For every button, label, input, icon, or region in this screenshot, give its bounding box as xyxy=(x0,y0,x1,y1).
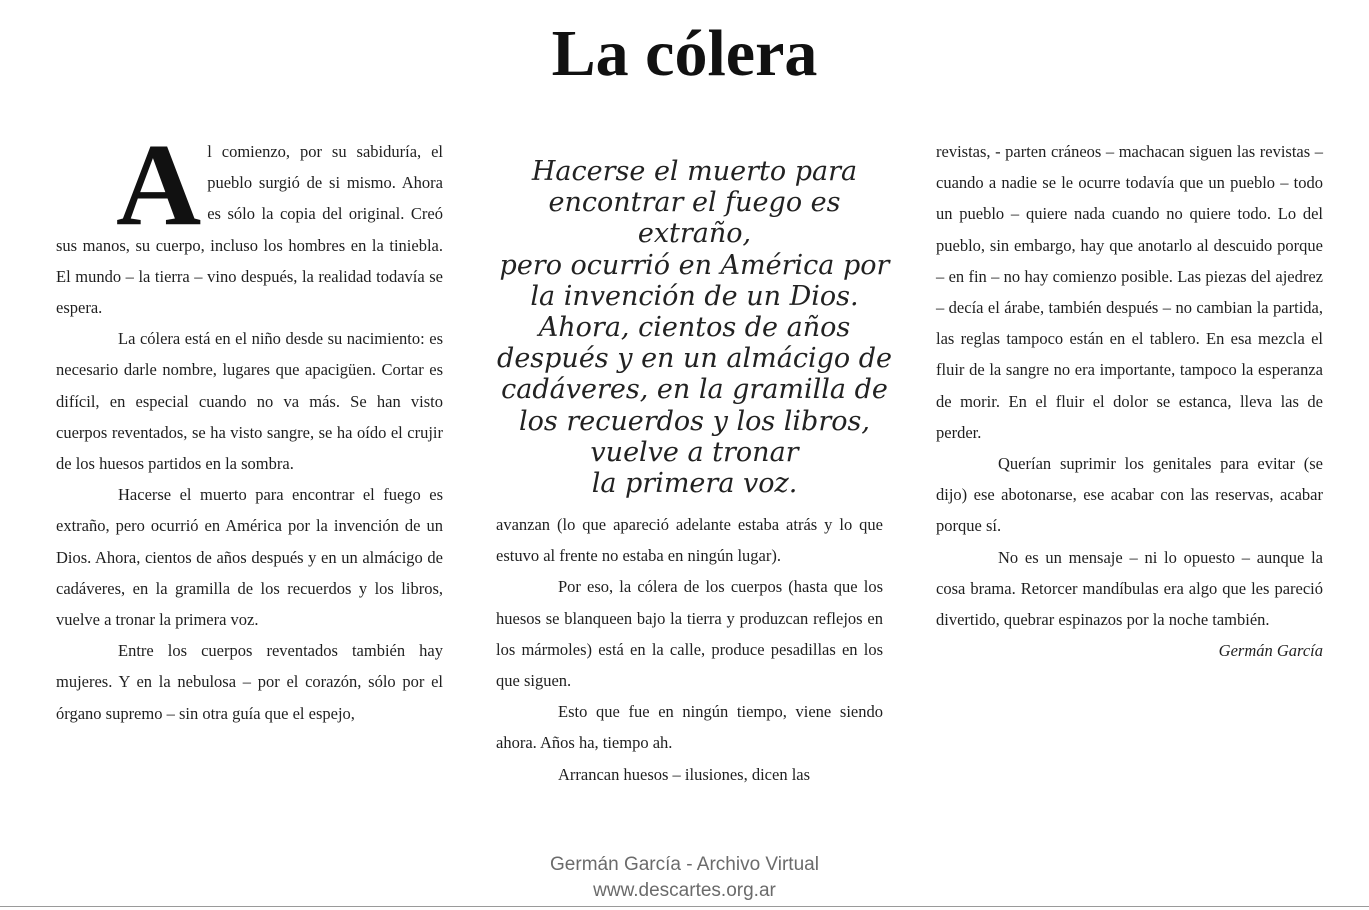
paragraph: No es un mensaje – ni lo opuesto – aunque la cosa brama. Retorcer mandíbulas era algo que les pareció divertido, quebrar espinazos por la noche también. xyxy=(936,547,1323,630)
pull-quote-line: después y en un almácigo de xyxy=(497,343,892,375)
paragraph: Entre los cuerpos reventados también hay mujeres. Y en la nebulosa – por el corazón, sólo por el órgano supremo – sin otra guía que el espejo, xyxy=(56,641,443,723)
pull-quote-line: cadáveres, en la gramilla de xyxy=(501,374,888,406)
author-signature: Germán García xyxy=(1218,641,1323,661)
pull-quote-line: los recuerdos y los libros, xyxy=(519,405,870,437)
middle-column xyxy=(496,509,883,790)
page-title: La cólera xyxy=(551,17,818,90)
footer xyxy=(0,852,1369,904)
paragraph-text: l comienzo, por su sabiduría, el pueblo surgió de si mismo. Ahora es sólo la copia del original. Creó sus manos, su cuerpo, incluso los hombres en la tiniebla. El mundo – la tierra – vino después, la realidad todavía se espera. xyxy=(56,142,443,318)
paragraph: revistas, - parten cráneos – machacan siguen las revistas – cuando a nadie se le ocurre todavía que un pueblo – todo un pueblo – quiere nada cuando no quiere todo. Lo del pueblo, sin embargo, hay que anotarlo al descuido porque – en fin – no hay comienzo posible. Las piezas del ajedrez – decía el árabe, también después – no cambian la partida, las reglas tampoco están en el tablero. En esa mezcla el fluir de la sangre no era importante, tampoco la esperanza de morir. En el fluir el dolor se estanca, lleva las de perder. xyxy=(936,142,1323,442)
pull-quote xyxy=(496,156,893,499)
right-column xyxy=(936,136,1323,666)
paragraph: Esto que fue en ningún tiempo, viene siendo ahora. Años ha, tiempo ah. xyxy=(496,702,883,753)
paragraph: Arrancan huesos – ilusiones, dicen las xyxy=(558,764,811,784)
paragraph: avanzan (lo que apareció adelante estaba atrás y lo que estuvo al frente no estaba en ningún lugar). xyxy=(496,515,883,566)
pull-quote-line: la primera voz. xyxy=(591,468,798,500)
footer-website: www.descartes.org.ar xyxy=(593,880,776,901)
footer-archive-label: Germán García - Archivo Virtual xyxy=(550,854,819,875)
paragraph: Hacerse el muerto para encontrar el fuego es extraño, pero ocurrió en América por la invención de un Dios. Ahora, cientos de años después y en un almácigo de cadáveres, en la gramilla de los recuerdos y los libros, vuelve a tronar la primera voz. xyxy=(56,485,443,630)
pull-quote-line: Hacerse el muerto para xyxy=(531,156,858,187)
paragraph: La cólera está en el niño desde su nacimiento: es necesario darle nombre, lugares que apacigüen. Cortar es difícil, en especial cuando no va más. Se han visto cuerpos reventados, se ha visto sangre, se ha oído el crujir de los huesos partidos en la sombra. xyxy=(56,329,443,474)
bottom-divider xyxy=(0,906,1369,907)
left-column xyxy=(56,119,443,729)
pull-quote-line: Ahora, cientos de años xyxy=(538,312,851,344)
pull-quote-line: encontrar el fuego es extraño, xyxy=(548,187,841,250)
pull-quote-line: pero ocurrió en América por xyxy=(499,249,890,281)
paragraph xyxy=(56,119,443,323)
paragraph: Por eso, la cólera de los cuerpos (hasta que los huesos se blanqueen bajo la tierra y produzcan reflejos en los mármoles) está en la calle, produce pesadillas en los que siguen. xyxy=(496,577,883,691)
drop-cap: A xyxy=(116,119,202,250)
paragraph: Querían suprimir los genitales para evitar (se dijo) ese abotonarse, ese acabar con las reservas, acabar porque sí. xyxy=(936,454,1323,536)
pull-quote-line: la invención de un Dios. xyxy=(530,280,859,312)
pull-quote-line: vuelve a tronar xyxy=(590,436,799,468)
